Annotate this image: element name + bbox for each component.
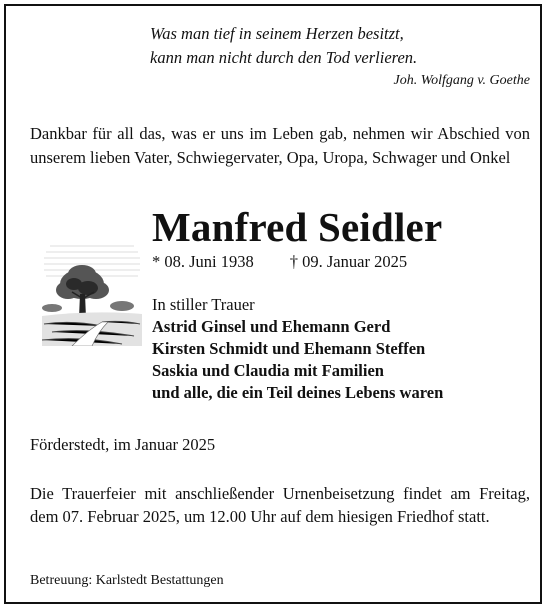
- mourner-line: Saskia und Claudia mit Familien: [152, 361, 384, 380]
- quote-line: kann man nicht durch den Tod verlieren.: [150, 48, 418, 67]
- funeral-notice: Die Trauerfeier mit anschließender Urnenbeisetzung findet am Freitag, dem 07. Februar 2025, um 12.00 Uhr auf dem hiesigen Friedhof statt.: [30, 484, 530, 526]
- intro-text: Dankbar für all das, was er uns im Leben gab, nehmen wir Abschied von unserem lieben Vater, Schwiegervater, Opa, Uropa, Schwager und Onkel: [30, 124, 530, 167]
- deceased-name: Manfred Seidler: [152, 204, 443, 250]
- mourner-line: Astrid Ginsel und Ehemann Gerd: [152, 317, 391, 336]
- quote-line: Was man tief in seinem Herzen besitzt,: [150, 24, 404, 43]
- death-date: † 09. Januar 2025: [289, 252, 408, 271]
- mourner-line: Kirsten Schmidt und Ehemann Steffen: [152, 339, 426, 358]
- quote-block: [150, 22, 530, 90]
- quote-author: Joh. Wolfgang v. Goethe: [393, 73, 530, 88]
- birth-date: * 08. Juni 1938: [152, 252, 254, 271]
- tree-landscape-illustration-icon: [42, 232, 142, 346]
- mourners-block: [152, 294, 443, 404]
- life-dates: [152, 251, 407, 273]
- place-date: Förderstedt, im Januar 2025: [30, 435, 216, 454]
- mourners-heading: In stiller Trauer: [152, 295, 255, 314]
- mourner-line: und alle, die ein Teil deines Lebens waren: [152, 383, 444, 402]
- care-credit: Betreuung: Karlstedt Bestattungen: [30, 573, 224, 588]
- obituary-card: [4, 4, 542, 604]
